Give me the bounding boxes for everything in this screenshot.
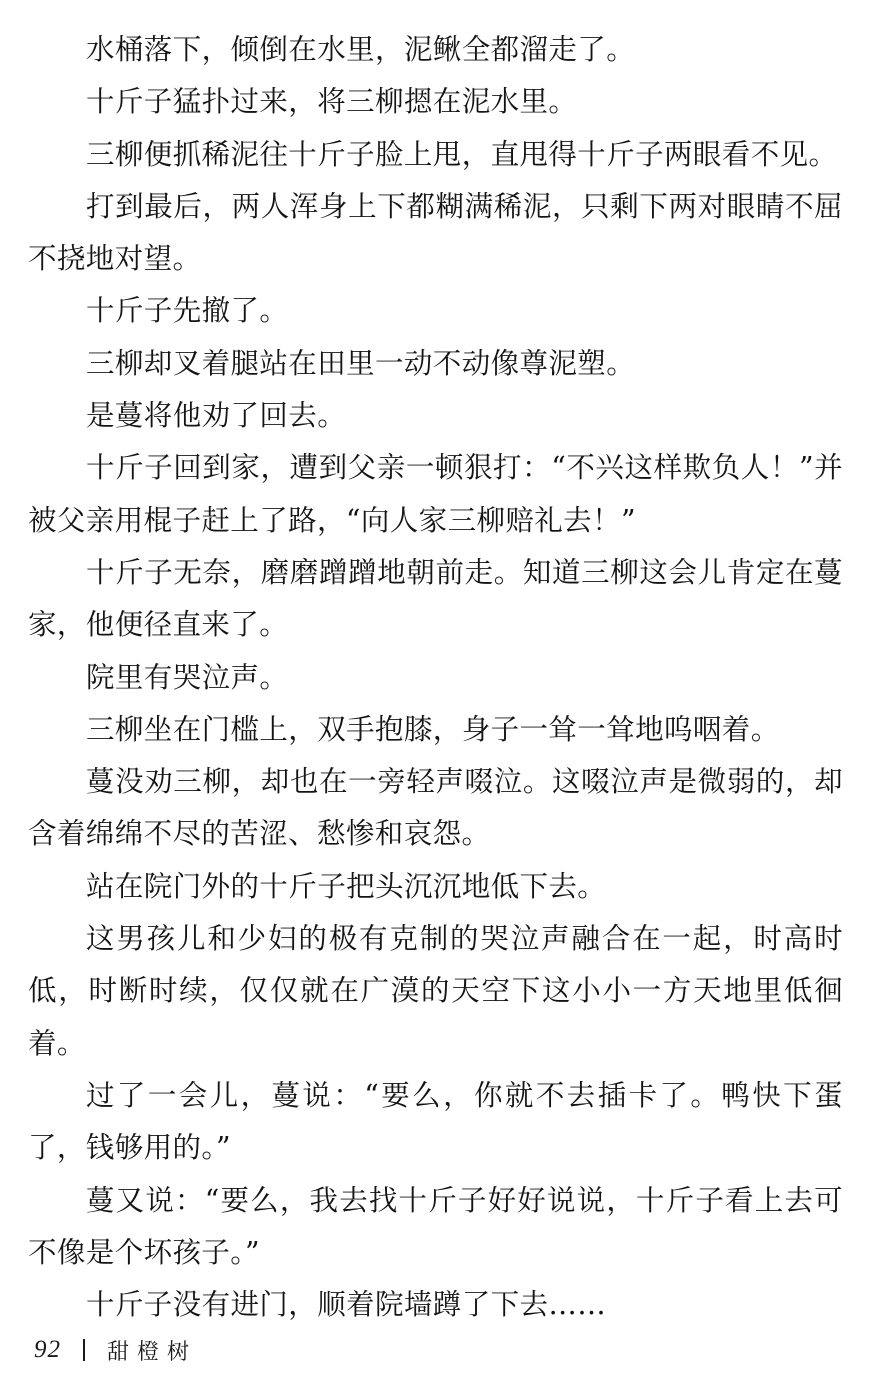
paragraph: 水桶落下，倾倒在水里，泥鳅全都溜走了。 bbox=[86, 33, 636, 66]
paragraph: 十斤子猛扑过来，将三柳摁在泥水里。 bbox=[86, 85, 578, 119]
page-footer bbox=[34, 1330, 197, 1370]
running-title: 甜橙树 bbox=[107, 1339, 198, 1365]
footer-divider bbox=[83, 1339, 85, 1361]
paragraph: 三柳便抓稀泥往十斤子脸上甩，直甩得十斤子两眼看不见。 bbox=[86, 137, 838, 171]
paragraph: 蔓没劝三柳，却也在一旁轻声啜泣。这啜泣声是微弱的，却含着绵绵不尽的苦涩、愁惨和哀怨。 bbox=[28, 765, 843, 851]
paragraph: 院里有哭泣声。 bbox=[86, 660, 289, 694]
page-number: 92 bbox=[34, 1336, 61, 1363]
paragraph: 是蔓将他劝了回去。 bbox=[86, 399, 347, 433]
paragraph: 过了一会儿，蔓说：“要么，你就不去插卡了。鸭快下蛋了，钱够用的。” bbox=[28, 1078, 843, 1165]
paragraph: 三柳坐在门槛上，双手抱膝，身子一耸一耸地呜咽着。 bbox=[86, 712, 780, 746]
paragraph: 站在院门外的十斤子把头沉沉地低下去。 bbox=[86, 869, 607, 903]
body-text bbox=[28, 24, 843, 1331]
paragraph: 三柳却叉着腿站在田里一动不动像尊泥塑。 bbox=[86, 346, 636, 380]
paragraph: 打到最后，两人浑身上下都糊满稀泥，只剩下两对眼睛不屈不挠地对望。 bbox=[28, 189, 843, 276]
paragraph: 十斤子先撤了。 bbox=[86, 294, 289, 328]
paragraph: 十斤子无奈，磨磨蹭蹭地朝前走。知道三柳这会儿肯定在蔓家，他便径直来了。 bbox=[28, 555, 843, 642]
paragraph: 十斤子回到家，遭到父亲一顿狠打：“不兴这样欺负人！”并被父亲用棍子赶上了路，“向人家三柳赔礼去！” bbox=[28, 451, 843, 537]
paragraph: 十斤子没有进门，顺着院墙蹲了下去…… bbox=[86, 1288, 607, 1322]
paragraph: 这男孩儿和少妇的极有克制的哭泣声融合在一起，时高时低，时断时续，仅仅就在广漠的天空下这小小一方天地里低徊着。 bbox=[28, 922, 843, 1060]
paragraph: 蔓又说：“要么，我去找十斤子好好说说，十斤子看上去可不像是个坏孩子。” bbox=[28, 1183, 843, 1269]
